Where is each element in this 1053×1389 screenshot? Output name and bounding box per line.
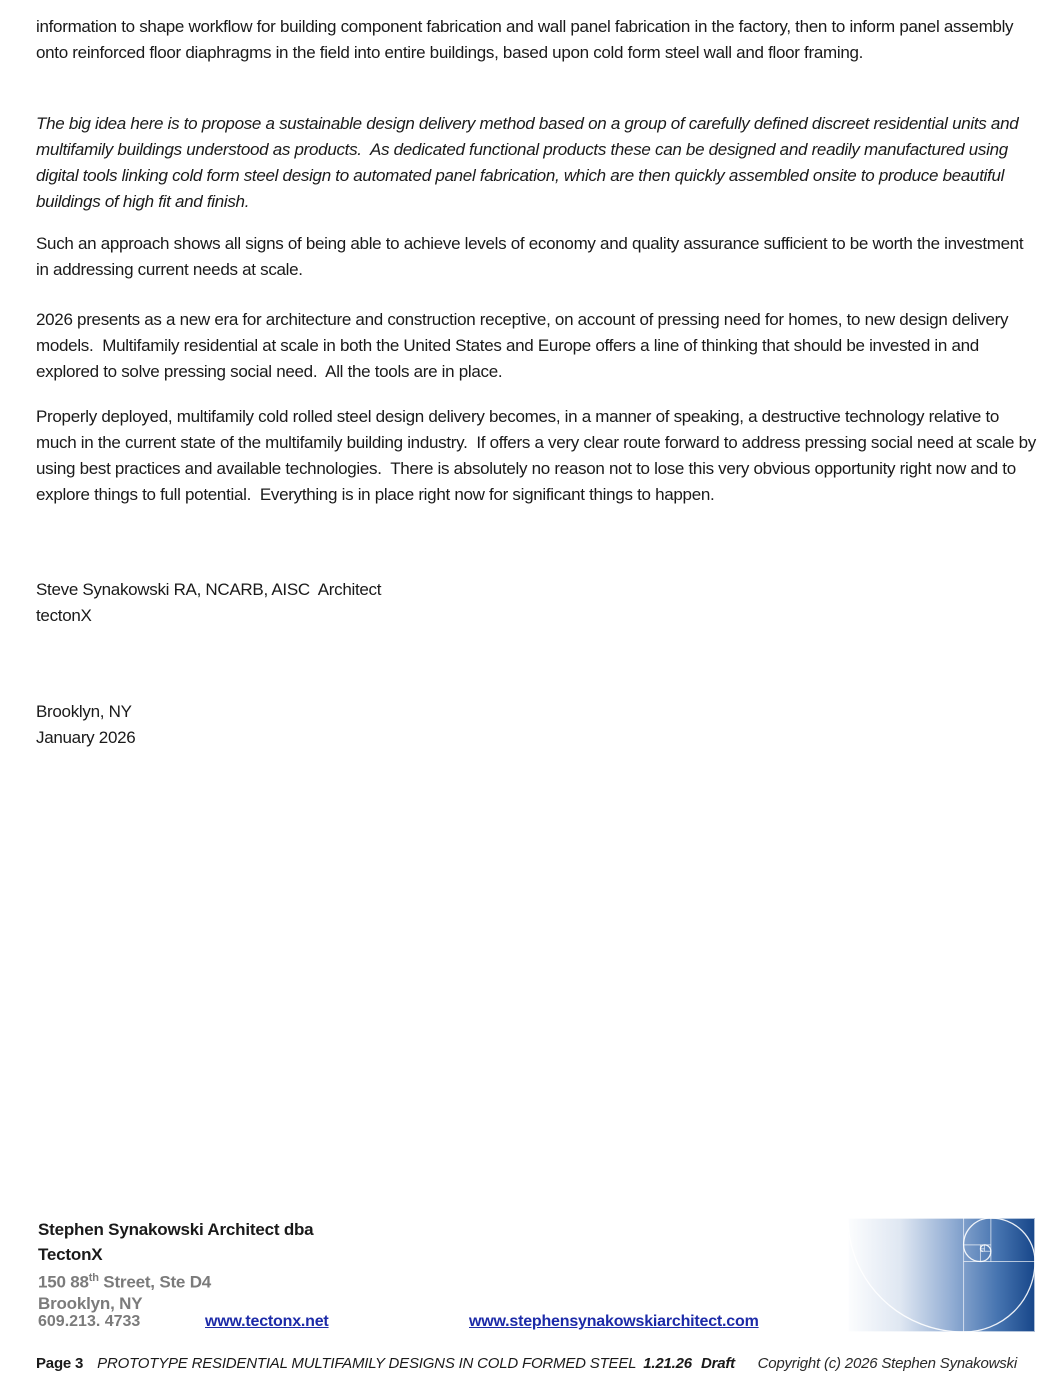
footer-draft-status: Draft — [700, 1355, 735, 1372]
footer-page-number: Page 3 — [36, 1355, 84, 1372]
paragraph-1: information to shape workflow for building component fabrication and wall panel fabrication in the factory, then to inform panel assembly onto reinforced floor diaphragms in the field into entire buildings, based upon cold form steel wall and floor framing. — [36, 17, 1018, 62]
paragraph-4: 2026 presents as a new era for architecture and construction receptive, on account of pressing need for homes, to new design delivery models. Multifamily residential at scale in both the United States and Europe offers a line of thinking that should be invested in and explored to solve pressing social need. All the tools are in place. — [36, 310, 1013, 381]
footer-copyright: Copyright (c) 2026 Stephen Synakowski — [757, 1355, 1017, 1372]
address-street: Street, Ste D4 — [98, 1272, 212, 1292]
dateline-city: Brooklyn, NY — [36, 702, 132, 721]
golden-ratio-logo — [848, 1218, 1035, 1332]
paragraph-2-italic: The big idea here is to propose a sustainable design delivery method based on a group of carefully defined discreet residential units and multifamily buildings understood as products. As dedicated functional products these can be designed and readily manufactured using digital tools linking cold form steel design to automated panel fabrication, which are then quickly assembled onsite to produce beautiful buildings of high fit and finish. — [36, 114, 1023, 211]
paragraph-3: Such an approach shows all signs of being able to achieve levels of economy and quality assurance sufficient to be worth the investment in addressing current needs at scale. — [36, 234, 1028, 279]
contact-phone-row — [38, 1313, 828, 1339]
page-footer — [36, 1354, 1017, 1374]
link-tectonx[interactable]: www.tectonx.net — [205, 1313, 329, 1330]
paragraph-5: Properly deployed, multifamily cold rolled steel design delivery becomes, in a manner of speaking, a destructive technology relative to much in the current state of the multifamily building industry. If offers a very clear route forward to address pressing social need at scale by using best practices and available technologies. There is absolutely no reason not to lose this very obvious opportunity right now and to explore things to full potential. Everything is in place right now for significant things to happen. — [36, 407, 1041, 504]
contact-phone: 609.213. 4733 — [38, 1313, 141, 1330]
golden-ratio-spiral-graphic — [848, 1218, 1035, 1332]
dateline-date: January 2026 — [36, 728, 136, 747]
link-stephensynakowskiarchitect[interactable]: www.stephensynakowskiarchitect.com — [469, 1313, 759, 1330]
signature-company: tectonX — [36, 606, 92, 625]
footer-doc-title: PROTOTYPE RESIDENTIAL MULTIFAMILY DESIGNS IN COLD FORMED STEEL — [97, 1355, 637, 1372]
contact-name-line-2: TectonX — [38, 1245, 103, 1264]
signature-name: Steve Synakowski RA, NCARB, AISC Architect — [36, 580, 382, 599]
address-ordinal: th — [88, 1272, 99, 1284]
contact-city: Brooklyn, NY — [38, 1294, 143, 1313]
contact-name-line-1: Stephen Synakowski Architect dba — [38, 1220, 314, 1239]
footer-version: 1.21.26 — [643, 1355, 692, 1372]
address-number: 150 88 — [38, 1272, 89, 1292]
